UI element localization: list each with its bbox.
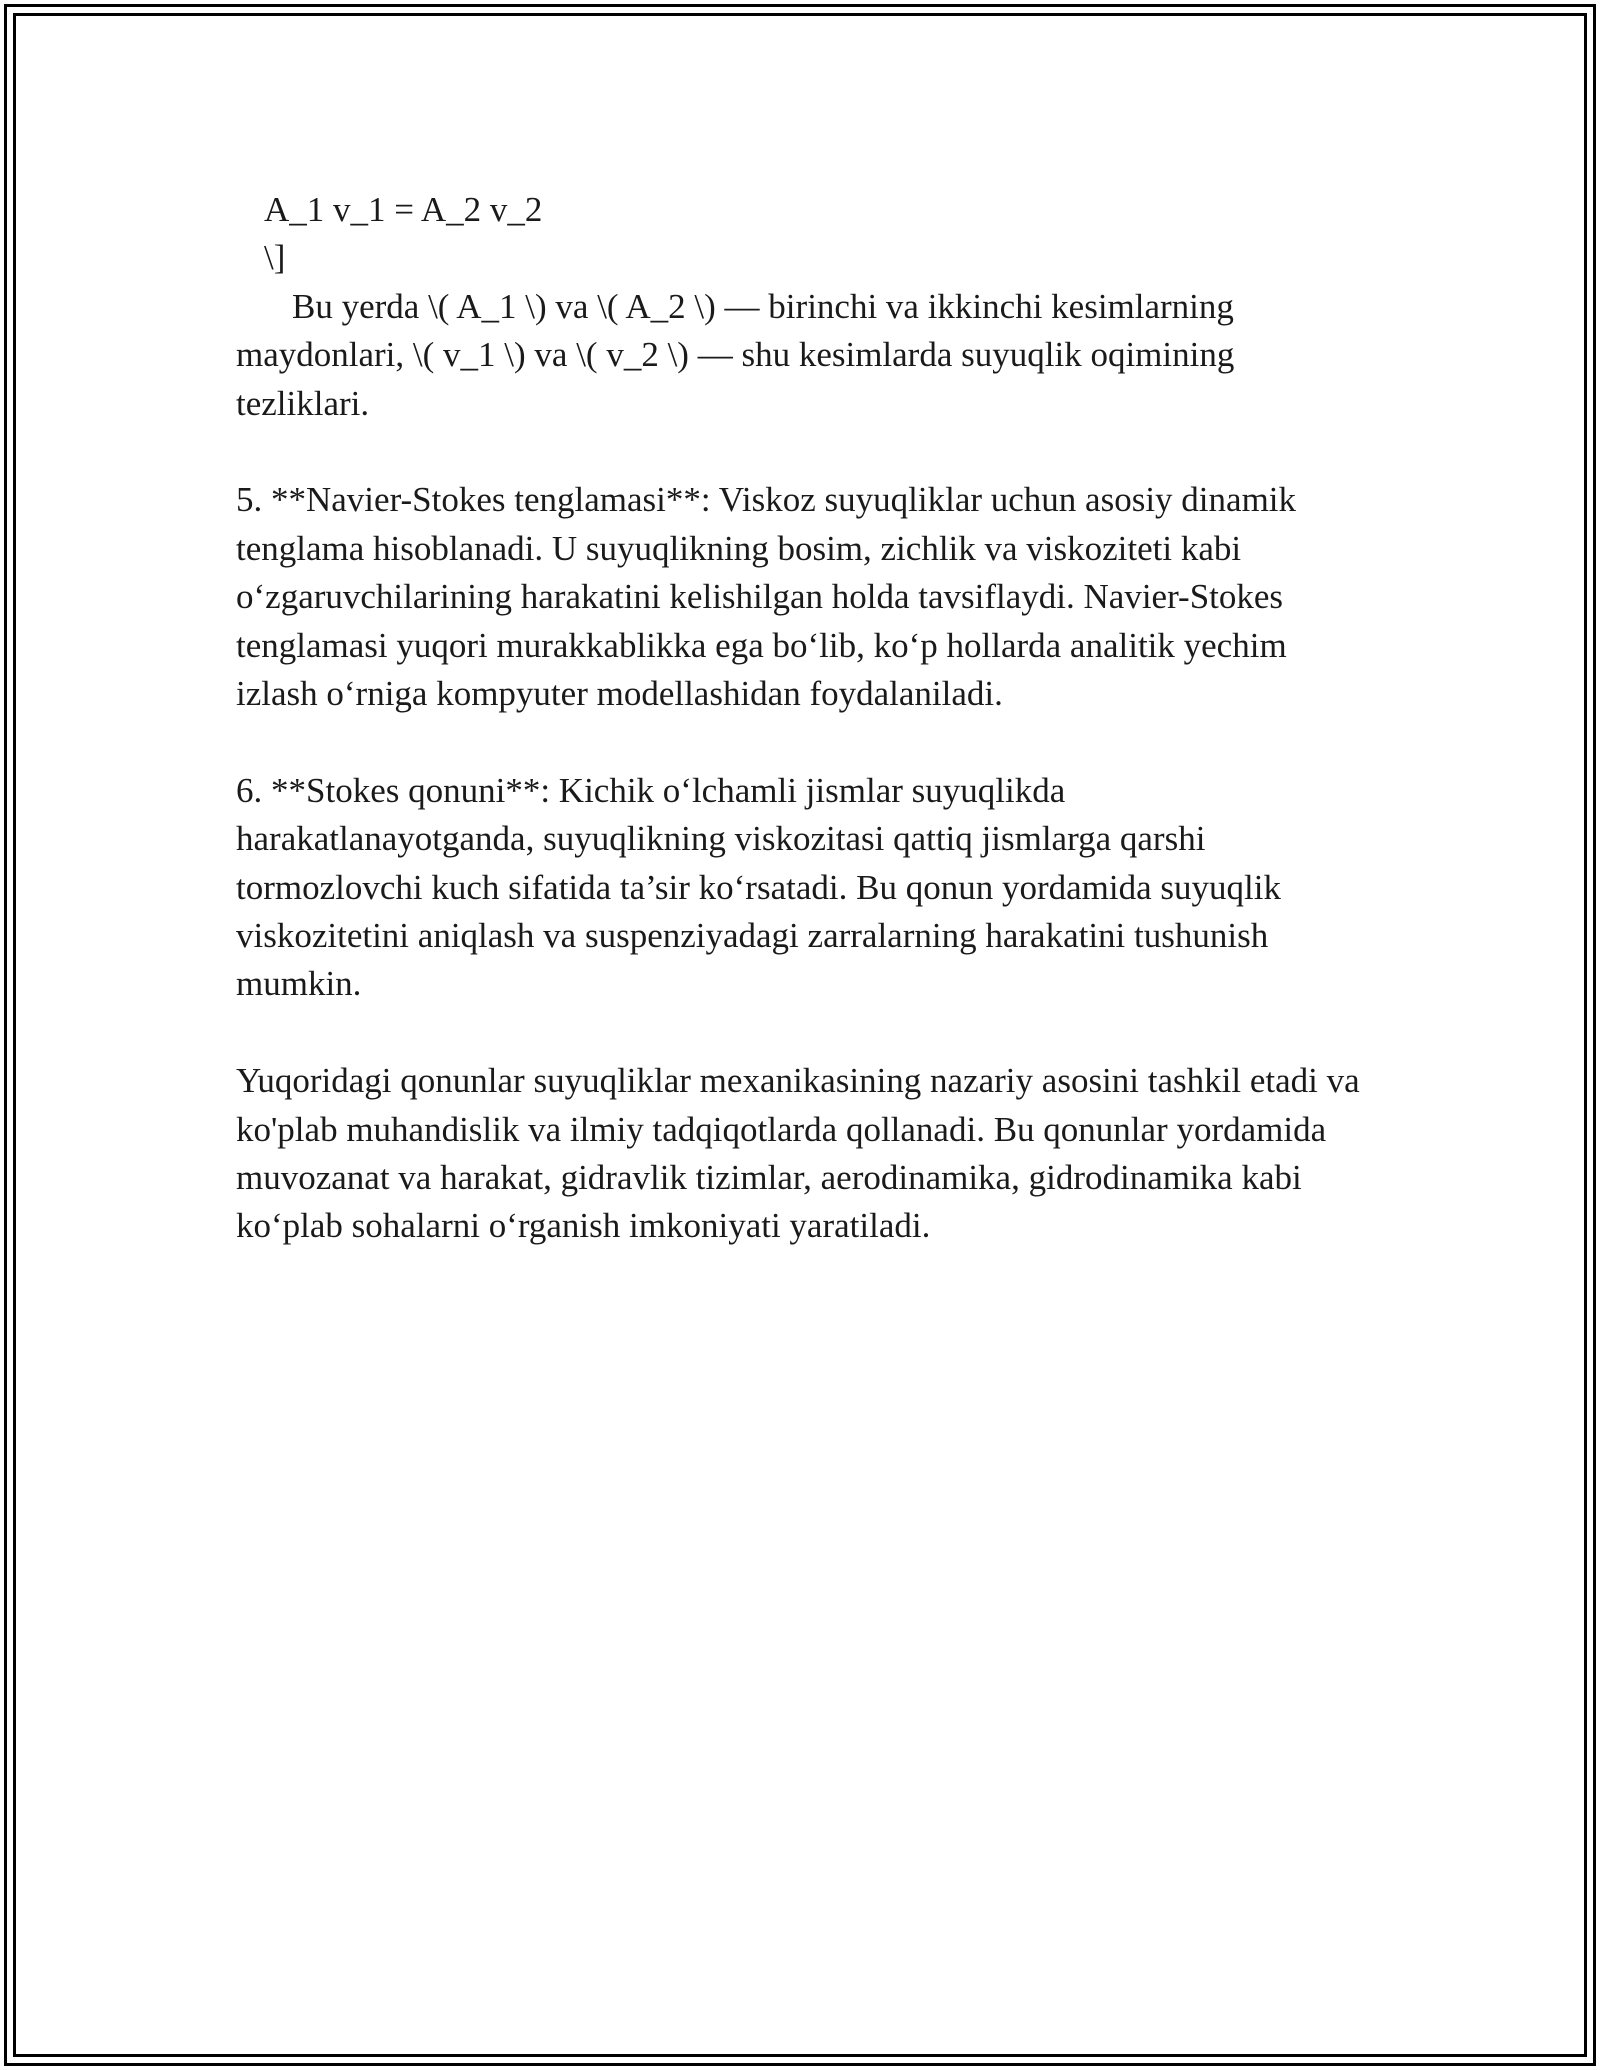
equation-explanation-text: Bu yerda \( A_1 \) va \( A_2 \) — birinchi va ikkinchi kesimlarning maydonlari, \( v_1 \) va \( v_2 \) — shu kesimlarda suyuqlik oqimining tezliklari.: [236, 286, 1244, 423]
paragraph-gap: [236, 428, 1366, 476]
document-body: [236, 186, 1369, 1251]
conclusion-paragraph: Yuqoridagi qonunlar suyuqliklar mexanikasining nazariy asosini tashkil etadi va ko'plab muhandislik va ilmiy tadqiqotlarda qollanadi. Bu qonunlar yordamida muvozanat va harakat, gidravlik tizimlar, aerodinamika, gidrodinamika kabi ko‘plab sohalarni o‘rganish imkoniyati yaratiladi.: [236, 1061, 1369, 1246]
equation-explanation: [236, 283, 1366, 428]
equation-line: A_1 v_1 = A_2 v_2: [264, 190, 543, 229]
paragraph-gap: [236, 1009, 1366, 1057]
equation-close: \]: [264, 238, 286, 278]
paragraph-gap: [236, 718, 1366, 766]
item-5-navier-stokes: 5. **Navier-Stokes tenglamasi**: Viskoz suyuqliklar uchun asosiy dinamik tenglama hisoblanadi. U suyuqlikning bosim, zichlik va viskoziteti kabi o‘zgaruvchilarining harakatini kelishilgan holda tavsiflaydi. Navier-Stokes tenglamasi yuqori murakkablikka ega bo‘lib, ko‘p hollarda analitik yechim izlash o‘rniga kompyuter modellashidan foydalaniladi.: [236, 480, 1305, 714]
item-6-stokes-law: 6. **Stokes qonuni**: Kichik o‘lchamli jismlar suyuqlikda harakatlanayotganda, suyuqlikning viskozitasi qattiq jismlarga qarshi tormozlovchi kuch sifatida ta’sir ko‘rsatadi. Bu qonun yordamida suyuqlik viskozitetini aniqlash va suspenziyadagi zarralarning harakatini tushunish mumkin.: [236, 770, 1290, 1004]
